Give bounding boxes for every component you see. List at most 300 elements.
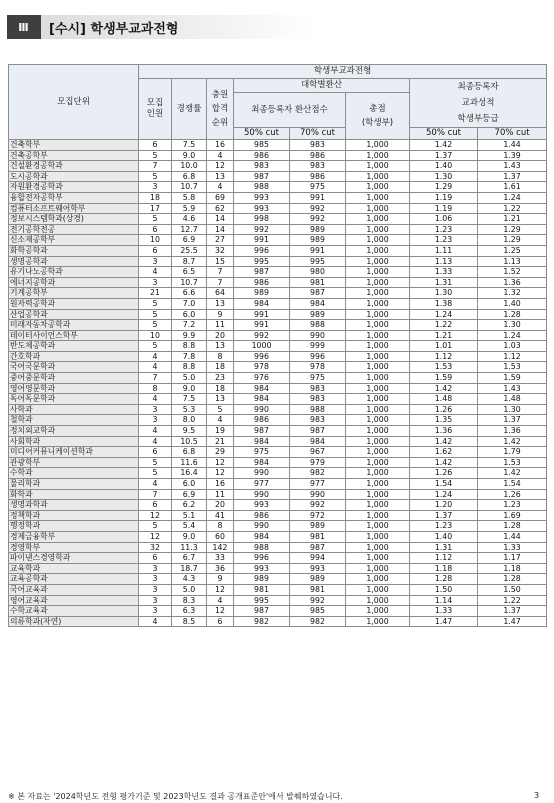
- cell-waitlist-rank: 64: [207, 288, 234, 299]
- table-row: [9, 404, 547, 415]
- cell-quota: 6: [139, 500, 172, 511]
- cell-conv-cut70: 991: [290, 245, 346, 256]
- cell-conv-cut70: 985: [290, 606, 346, 617]
- cell-total-score: 1,000: [346, 489, 410, 500]
- cell-total-score: 1,000: [346, 203, 410, 214]
- cell-waitlist-rank: 33: [207, 553, 234, 564]
- cell-grade-cut50: 1.37: [410, 510, 478, 521]
- cell-grade-cut50: 1.54: [410, 479, 478, 490]
- cell-conv-cut50: 984: [234, 394, 290, 405]
- cell-conv-cut70: 981: [290, 584, 346, 595]
- cell-unit-name: 미래자동차공학과: [9, 320, 139, 331]
- section-title: [수시] 학생부교과전형: [49, 21, 179, 37]
- cell-unit-name: 건축학부: [9, 140, 139, 151]
- cell-total-score: 1,000: [346, 553, 410, 564]
- cell-unit-name: 자원환경공학과: [9, 182, 139, 193]
- cell-comp-rate: 9.0: [172, 150, 207, 161]
- cell-conv-cut50: 978: [234, 362, 290, 373]
- cell-total-score: 1,000: [346, 542, 410, 553]
- cell-unit-name: 국어국문학과: [9, 362, 139, 373]
- cell-unit-name: 경제금융학부: [9, 531, 139, 542]
- cell-quota: 8: [139, 383, 172, 394]
- cell-grade-cut50: 1.33: [410, 606, 478, 617]
- cell-conv-cut70: 992: [290, 203, 346, 214]
- cell-total-score: 1,000: [346, 235, 410, 246]
- cell-quota: 18: [139, 192, 172, 203]
- cell-conv-cut70: 995: [290, 256, 346, 267]
- cell-conv-cut70: 984: [290, 298, 346, 309]
- table-row: [9, 510, 547, 521]
- cell-unit-name: 국어교육과: [9, 584, 139, 595]
- cell-grade-cut50: 1.30: [410, 288, 478, 299]
- cell-grade-cut70: 1.47: [478, 616, 547, 627]
- cell-conv-cut70: 977: [290, 479, 346, 490]
- cell-conv-cut50: 995: [234, 595, 290, 606]
- cell-unit-name: 미디어커뮤니케이션학과: [9, 447, 139, 458]
- cell-unit-name: 정보시스템학과(상경): [9, 214, 139, 225]
- cell-grade-cut70: 1.54: [478, 479, 547, 490]
- cell-total-score: 1,000: [346, 224, 410, 235]
- cell-grade-cut50: 1.36: [410, 426, 478, 437]
- cell-waitlist-rank: 5: [207, 404, 234, 415]
- cell-quota: 5: [139, 214, 172, 225]
- table-row: [9, 468, 547, 479]
- table-row: [9, 277, 547, 288]
- table-row: [9, 256, 547, 267]
- table-row: [9, 457, 547, 468]
- cell-total-score: 1,000: [346, 161, 410, 172]
- cell-conv-cut70: 991: [290, 192, 346, 203]
- table-row: [9, 288, 547, 299]
- cell-comp-rate: 6.6: [172, 288, 207, 299]
- cell-unit-name: 사학과: [9, 404, 139, 415]
- cell-conv-cut50: 986: [234, 510, 290, 521]
- cell-conv-cut50: 996: [234, 553, 290, 564]
- cell-comp-rate: 5.0: [172, 373, 207, 384]
- cell-grade-cut50: 1.47: [410, 616, 478, 627]
- cell-grade-cut70: 1.52: [478, 267, 547, 278]
- cell-comp-rate: 8.8: [172, 362, 207, 373]
- cell-quota: 3: [139, 256, 172, 267]
- cell-conv-cut50: 1000: [234, 341, 290, 352]
- col-quota-header: 모집 인원: [139, 79, 172, 140]
- table-row: [9, 373, 547, 384]
- cell-grade-cut50: 1.22: [410, 320, 478, 331]
- cell-total-score: 1,000: [346, 479, 410, 490]
- cell-unit-name: 행정학과: [9, 521, 139, 532]
- cell-grade-cut70: 1.03: [478, 341, 547, 352]
- cell-conv-cut70: 988: [290, 320, 346, 331]
- cell-conv-cut70: 992: [290, 500, 346, 511]
- cell-grade-cut70: 1.29: [478, 224, 547, 235]
- cell-grade-cut70: 1.30: [478, 320, 547, 331]
- cell-grade-cut50: 1.23: [410, 224, 478, 235]
- cut50-header: 50% cut: [234, 128, 290, 140]
- cell-unit-name: 건설환경공학과: [9, 161, 139, 172]
- cell-quota: 7: [139, 373, 172, 384]
- cell-quota: 6: [139, 245, 172, 256]
- cell-grade-cut50: 1.48: [410, 394, 478, 405]
- cell-comp-rate: 5.4: [172, 521, 207, 532]
- cell-comp-rate: 8.0: [172, 415, 207, 426]
- cell-conv-cut70: 986: [290, 171, 346, 182]
- cell-conv-cut70: 983: [290, 140, 346, 151]
- table-row: [9, 574, 547, 585]
- cell-grade-cut70: 1.50: [478, 584, 547, 595]
- cell-unit-name: 교육공학과: [9, 574, 139, 585]
- cell-grade-cut70: 1.40: [478, 298, 547, 309]
- cell-total-score: 1,000: [346, 373, 410, 384]
- cell-conv-cut70: 967: [290, 447, 346, 458]
- cell-total-score: 1,000: [346, 606, 410, 617]
- cell-unit-name: 에너지공학과: [9, 277, 139, 288]
- table-row: [9, 235, 547, 246]
- cell-conv-cut50: 988: [234, 182, 290, 193]
- cell-grade-cut70: 1.43: [478, 161, 547, 172]
- cell-quota: 5: [139, 309, 172, 320]
- cell-grade-cut50: 1.38: [410, 298, 478, 309]
- cell-comp-rate: 9.9: [172, 330, 207, 341]
- cell-grade-cut50: 1.31: [410, 277, 478, 288]
- cell-grade-cut70: 1.25: [478, 245, 547, 256]
- table-row: [9, 351, 547, 362]
- cell-quota: 6: [139, 553, 172, 564]
- cell-total-score: 1,000: [346, 192, 410, 203]
- cell-comp-rate: 6.5: [172, 267, 207, 278]
- table-row: [9, 500, 547, 511]
- cell-conv-cut70: 983: [290, 415, 346, 426]
- cell-conv-cut70: 989: [290, 224, 346, 235]
- cell-grade-cut70: 1.61: [478, 182, 547, 193]
- cell-waitlist-rank: 41: [207, 510, 234, 521]
- cell-conv-cut70: 986: [290, 150, 346, 161]
- cell-conv-cut50: 983: [234, 161, 290, 172]
- cell-grade-cut50: 1.42: [410, 140, 478, 151]
- cell-waitlist-rank: 14: [207, 224, 234, 235]
- cell-grade-cut50: 1.24: [410, 489, 478, 500]
- cell-grade-cut70: 1.37: [478, 171, 547, 182]
- cell-unit-name: 도시공학과: [9, 171, 139, 182]
- table-row: [9, 489, 547, 500]
- table-body: [9, 140, 547, 627]
- cell-waitlist-rank: 18: [207, 362, 234, 373]
- cell-conv-cut50: 984: [234, 531, 290, 542]
- cell-grade-cut50: 1.12: [410, 351, 478, 362]
- table-row: [9, 447, 547, 458]
- cell-conv-cut50: 975: [234, 447, 290, 458]
- col-waitlist-header: 충원 합격 순위: [207, 79, 234, 140]
- table-row: [9, 362, 547, 373]
- table-row: [9, 606, 547, 617]
- cell-grade-cut50: 1.29: [410, 182, 478, 193]
- cell-waitlist-rank: 23: [207, 373, 234, 384]
- cell-waitlist-rank: 4: [207, 415, 234, 426]
- cell-total-score: 1,000: [346, 256, 410, 267]
- cell-total-score: 1,000: [346, 457, 410, 468]
- cell-waitlist-rank: 12: [207, 468, 234, 479]
- cell-comp-rate: 25.5: [172, 245, 207, 256]
- cell-comp-rate: 6.8: [172, 447, 207, 458]
- cell-unit-name: 독어독문학과: [9, 394, 139, 405]
- cell-conv-cut50: 992: [234, 224, 290, 235]
- cell-total-score: 1,000: [346, 288, 410, 299]
- cell-grade-cut70: 1.32: [478, 288, 547, 299]
- cell-unit-name: 화학공학과: [9, 245, 139, 256]
- table-row: [9, 224, 547, 235]
- cell-comp-rate: 18.7: [172, 563, 207, 574]
- cell-conv-cut70: 983: [290, 383, 346, 394]
- cell-waitlist-rank: 12: [207, 161, 234, 172]
- table-row: [9, 330, 547, 341]
- cell-grade-cut50: 1.33: [410, 267, 478, 278]
- cell-unit-name: 생명과학과: [9, 500, 139, 511]
- cell-grade-cut70: 1.21: [478, 214, 547, 225]
- cell-conv-cut50: 996: [234, 351, 290, 362]
- cell-quota: 3: [139, 563, 172, 574]
- cell-grade-cut70: 1.28: [478, 521, 547, 532]
- cell-grade-cut70: 1.17: [478, 553, 547, 564]
- cell-total-score: 1,000: [346, 362, 410, 373]
- cell-grade-cut70: 1.30: [478, 404, 547, 415]
- cell-grade-cut50: 1.21: [410, 330, 478, 341]
- cell-grade-cut50: 1.59: [410, 373, 478, 384]
- conv-score-header: 최종등록자 환산점수: [234, 93, 346, 128]
- table-row: [9, 394, 547, 405]
- cell-conv-cut70: 989: [290, 235, 346, 246]
- cell-unit-name: 중어중문학과: [9, 373, 139, 384]
- cell-grade-cut50: 1.42: [410, 436, 478, 447]
- cell-conv-cut50: 993: [234, 192, 290, 203]
- cell-waitlist-rank: 12: [207, 457, 234, 468]
- cell-grade-cut70: 1.53: [478, 457, 547, 468]
- cell-waitlist-rank: 4: [207, 150, 234, 161]
- table-row: [9, 150, 547, 161]
- cell-conv-cut70: 989: [290, 574, 346, 585]
- cell-conv-cut50: 977: [234, 479, 290, 490]
- table-row: [9, 436, 547, 447]
- table-row: [9, 214, 547, 225]
- cell-grade-cut70: 1.12: [478, 351, 547, 362]
- cell-total-score: 1,000: [346, 277, 410, 288]
- cell-waitlist-rank: 27: [207, 235, 234, 246]
- cell-comp-rate: 4.6: [172, 214, 207, 225]
- cell-waitlist-rank: 4: [207, 182, 234, 193]
- cell-waitlist-rank: 11: [207, 320, 234, 331]
- cell-grade-cut50: 1.42: [410, 457, 478, 468]
- cell-comp-rate: 7.2: [172, 320, 207, 331]
- cell-total-score: 1,000: [346, 214, 410, 225]
- cell-conv-cut70: 980: [290, 267, 346, 278]
- univ-conv-header: 대학별환산: [234, 79, 410, 93]
- cell-waitlist-rank: 13: [207, 394, 234, 405]
- cell-total-score: 1,000: [346, 510, 410, 521]
- cell-conv-cut70: 993: [290, 563, 346, 574]
- cell-total-score: 1,000: [346, 531, 410, 542]
- cell-conv-cut50: 984: [234, 436, 290, 447]
- cell-comp-rate: 6.0: [172, 479, 207, 490]
- cell-grade-cut50: 1.14: [410, 595, 478, 606]
- cell-waitlist-rank: 12: [207, 584, 234, 595]
- cell-quota: 21: [139, 288, 172, 299]
- cell-conv-cut50: 990: [234, 404, 290, 415]
- cell-quota: 4: [139, 362, 172, 373]
- cell-unit-name: 기계공학부: [9, 288, 139, 299]
- cell-grade-cut50: 1.19: [410, 192, 478, 203]
- cell-conv-cut70: 996: [290, 351, 346, 362]
- cell-grade-cut50: 1.13: [410, 256, 478, 267]
- table-row: [9, 203, 547, 214]
- cell-quota: 6: [139, 140, 172, 151]
- cell-comp-rate: 12.7: [172, 224, 207, 235]
- cell-quota: 7: [139, 161, 172, 172]
- cell-grade-cut70: 1.22: [478, 595, 547, 606]
- cell-grade-cut70: 1.42: [478, 436, 547, 447]
- group-title-header: 학생부교과전형: [139, 65, 547, 79]
- cell-waitlist-rank: 7: [207, 267, 234, 278]
- cell-unit-name: 건축공학부: [9, 150, 139, 161]
- cell-grade-cut50: 1.20: [410, 500, 478, 511]
- cell-quota: 4: [139, 267, 172, 278]
- cell-comp-rate: 11.6: [172, 457, 207, 468]
- cell-quota: 5: [139, 468, 172, 479]
- cell-waitlist-rank: 16: [207, 140, 234, 151]
- grade70-header: 70% cut: [478, 128, 547, 140]
- cell-conv-cut70: 983: [290, 394, 346, 405]
- cell-grade-cut70: 1.24: [478, 330, 547, 341]
- cell-waitlist-rank: 29: [207, 447, 234, 458]
- cell-unit-name: 유기나노공학과: [9, 267, 139, 278]
- cell-comp-rate: 16.4: [172, 468, 207, 479]
- section-header: [7, 15, 315, 39]
- cell-unit-name: 생명공학과: [9, 256, 139, 267]
- cell-conv-cut50: 993: [234, 563, 290, 574]
- cell-unit-name: 전기공학전공: [9, 224, 139, 235]
- cell-comp-rate: 8.7: [172, 256, 207, 267]
- cell-grade-cut70: 1.28: [478, 574, 547, 585]
- cell-unit-name: 철학과: [9, 415, 139, 426]
- cell-total-score: 1,000: [346, 595, 410, 606]
- cell-quota: 6: [139, 447, 172, 458]
- cell-unit-name: 영어교육과: [9, 595, 139, 606]
- cell-conv-cut50: 987: [234, 426, 290, 437]
- cell-comp-rate: 5.3: [172, 404, 207, 415]
- cell-waitlist-rank: 8: [207, 521, 234, 532]
- cell-quota: 4: [139, 351, 172, 362]
- cell-comp-rate: 6.7: [172, 553, 207, 564]
- cell-unit-name: 컴퓨터소프트웨어학부: [9, 203, 139, 214]
- cell-total-score: 1,000: [346, 182, 410, 193]
- cell-conv-cut50: 989: [234, 574, 290, 585]
- table-row: [9, 341, 547, 352]
- cell-total-score: 1,000: [346, 447, 410, 458]
- cell-unit-name: 관광학부: [9, 457, 139, 468]
- cell-conv-cut70: 972: [290, 510, 346, 521]
- cell-grade-cut50: 1.12: [410, 553, 478, 564]
- cell-conv-cut70: 999: [290, 341, 346, 352]
- cell-waitlist-rank: 16: [207, 479, 234, 490]
- table-row: [9, 595, 547, 606]
- cell-conv-cut50: 990: [234, 489, 290, 500]
- table-row: [9, 140, 547, 151]
- cell-conv-cut50: 992: [234, 330, 290, 341]
- table-row: [9, 267, 547, 278]
- cell-quota: 4: [139, 394, 172, 405]
- cell-total-score: 1,000: [346, 330, 410, 341]
- cell-conv-cut50: 982: [234, 616, 290, 627]
- cell-waitlist-rank: 9: [207, 309, 234, 320]
- cell-conv-cut70: 983: [290, 161, 346, 172]
- cell-quota: 5: [139, 320, 172, 331]
- cell-grade-cut50: 1.24: [410, 309, 478, 320]
- cell-quota: 7: [139, 489, 172, 500]
- cell-unit-name: 간호학과: [9, 351, 139, 362]
- cell-quota: 10: [139, 235, 172, 246]
- cell-comp-rate: 9.0: [172, 531, 207, 542]
- cell-grade-cut50: 1.37: [410, 150, 478, 161]
- cell-unit-name: 원자력공학과: [9, 298, 139, 309]
- cell-conv-cut70: 981: [290, 277, 346, 288]
- cell-unit-name: 경영학부: [9, 542, 139, 553]
- cell-waitlist-rank: 18: [207, 383, 234, 394]
- cell-total-score: 1,000: [346, 404, 410, 415]
- cell-waitlist-rank: 7: [207, 277, 234, 288]
- cell-comp-rate: 4.3: [172, 574, 207, 585]
- table-row: [9, 171, 547, 182]
- cell-unit-name: 신소재공학부: [9, 235, 139, 246]
- cell-conv-cut70: 990: [290, 330, 346, 341]
- cell-grade-cut70: 1.24: [478, 192, 547, 203]
- cell-total-score: 1,000: [346, 521, 410, 532]
- cell-total-score: 1,000: [346, 150, 410, 161]
- cut70-header: 70% cut: [290, 128, 346, 140]
- cell-conv-cut50: 987: [234, 267, 290, 278]
- cell-conv-cut50: 998: [234, 214, 290, 225]
- cell-total-score: 1,000: [346, 383, 410, 394]
- cell-conv-cut70: 990: [290, 489, 346, 500]
- cell-total-score: 1,000: [346, 436, 410, 447]
- table-row: [9, 584, 547, 595]
- cell-quota: 5: [139, 171, 172, 182]
- cell-quota: 6: [139, 224, 172, 235]
- cell-grade-cut50: 1.40: [410, 531, 478, 542]
- cell-waitlist-rank: 21: [207, 436, 234, 447]
- cell-quota: 3: [139, 404, 172, 415]
- cell-conv-cut50: 976: [234, 373, 290, 384]
- cell-quota: 3: [139, 415, 172, 426]
- col-unit-header: 모집단위: [9, 65, 139, 140]
- cell-waitlist-rank: 15: [207, 256, 234, 267]
- cell-comp-rate: 8.3: [172, 595, 207, 606]
- cell-conv-cut70: 994: [290, 553, 346, 564]
- cell-grade-cut70: 1.43: [478, 383, 547, 394]
- table-row: [9, 426, 547, 437]
- cell-grade-cut70: 1.39: [478, 150, 547, 161]
- cell-conv-cut50: 984: [234, 298, 290, 309]
- cell-total-score: 1,000: [346, 245, 410, 256]
- cell-conv-cut70: 982: [290, 468, 346, 479]
- cell-total-score: 1,000: [346, 140, 410, 151]
- cell-unit-name: 파이낸스경영학과: [9, 553, 139, 564]
- cell-grade-cut70: 1.59: [478, 373, 547, 384]
- cell-comp-rate: 5.8: [172, 192, 207, 203]
- cell-conv-cut50: 991: [234, 320, 290, 331]
- cell-quota: 4: [139, 426, 172, 437]
- table-row: [9, 245, 547, 256]
- cell-grade-cut70: 1.23: [478, 500, 547, 511]
- cell-grade-cut70: 1.22: [478, 203, 547, 214]
- cell-quota: 3: [139, 595, 172, 606]
- cell-waitlist-rank: 20: [207, 500, 234, 511]
